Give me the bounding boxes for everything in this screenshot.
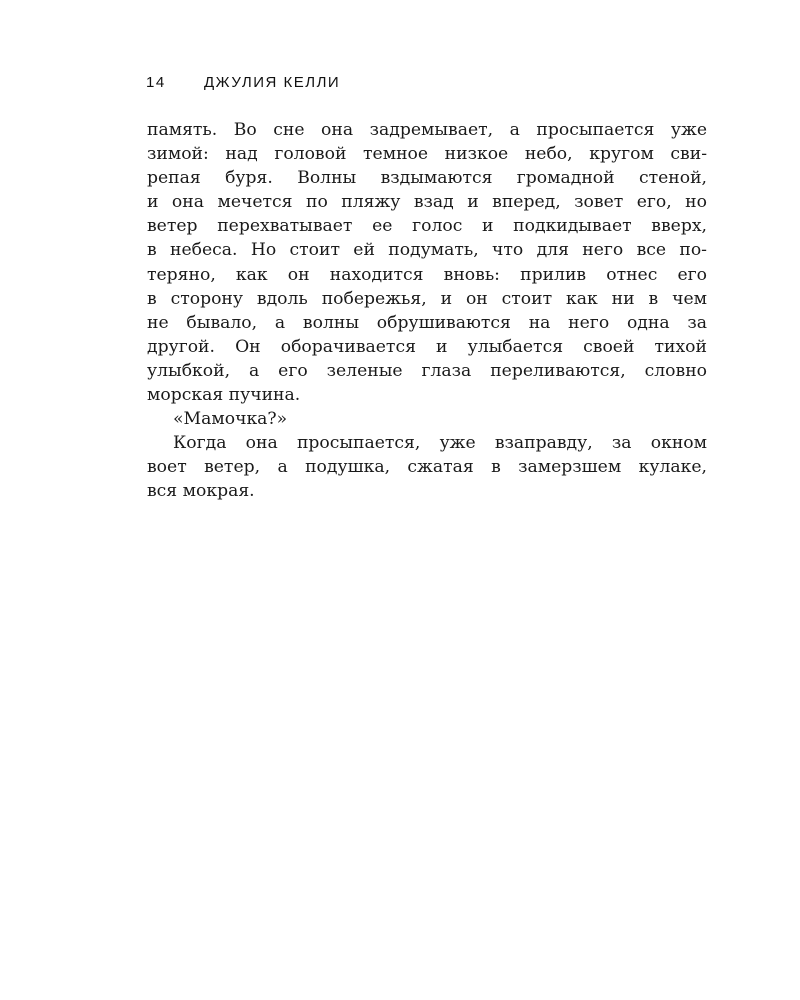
text-line: и она мечется по пляжу взад и вперед, зовет его, но [147, 192, 707, 213]
text-line: морская пучина. [147, 385, 301, 406]
text-line: улыбкой, а его зеленые глаза переливаются, словно [147, 360, 707, 381]
text-line: воет ветер, а подушка, сжатая в замерзшем кулаке, [147, 457, 707, 478]
body-text [147, 118, 707, 504]
text-line: ветер перехватывает ее голос и подкидывает вверх, [147, 216, 707, 237]
page-header [146, 74, 340, 91]
text-line: зимой: над головой темное низкое небо, кругом сви- [147, 144, 707, 165]
text-line: вся мокрая. [147, 481, 255, 502]
text-line: в сторону вдоль побережья, и он стоит как ни в чем [147, 288, 707, 309]
page-number: 14 [146, 74, 166, 91]
text-line: Когда она просыпается, уже взаправду, за окном [173, 433, 707, 454]
running-title: ДЖУЛИЯ КЕЛЛИ [204, 74, 341, 91]
text-line: не бывало, а волны обрушиваются на него одна за [147, 312, 707, 333]
text-line: «Мамочка?» [173, 409, 288, 430]
text-line: в небеса. Но стоит ей подумать, что для него все по- [147, 240, 707, 261]
text-line: память. Во сне она задремывает, а просыпается уже [147, 120, 707, 140]
text-line: другой. Он оборачивается и улыбается своей тихой [147, 336, 707, 357]
text-line: теряно, как он находится вновь: прилив отнес его [147, 264, 707, 285]
text-line: репая буря. Волны вздымаются громадной стеной, [147, 168, 707, 189]
